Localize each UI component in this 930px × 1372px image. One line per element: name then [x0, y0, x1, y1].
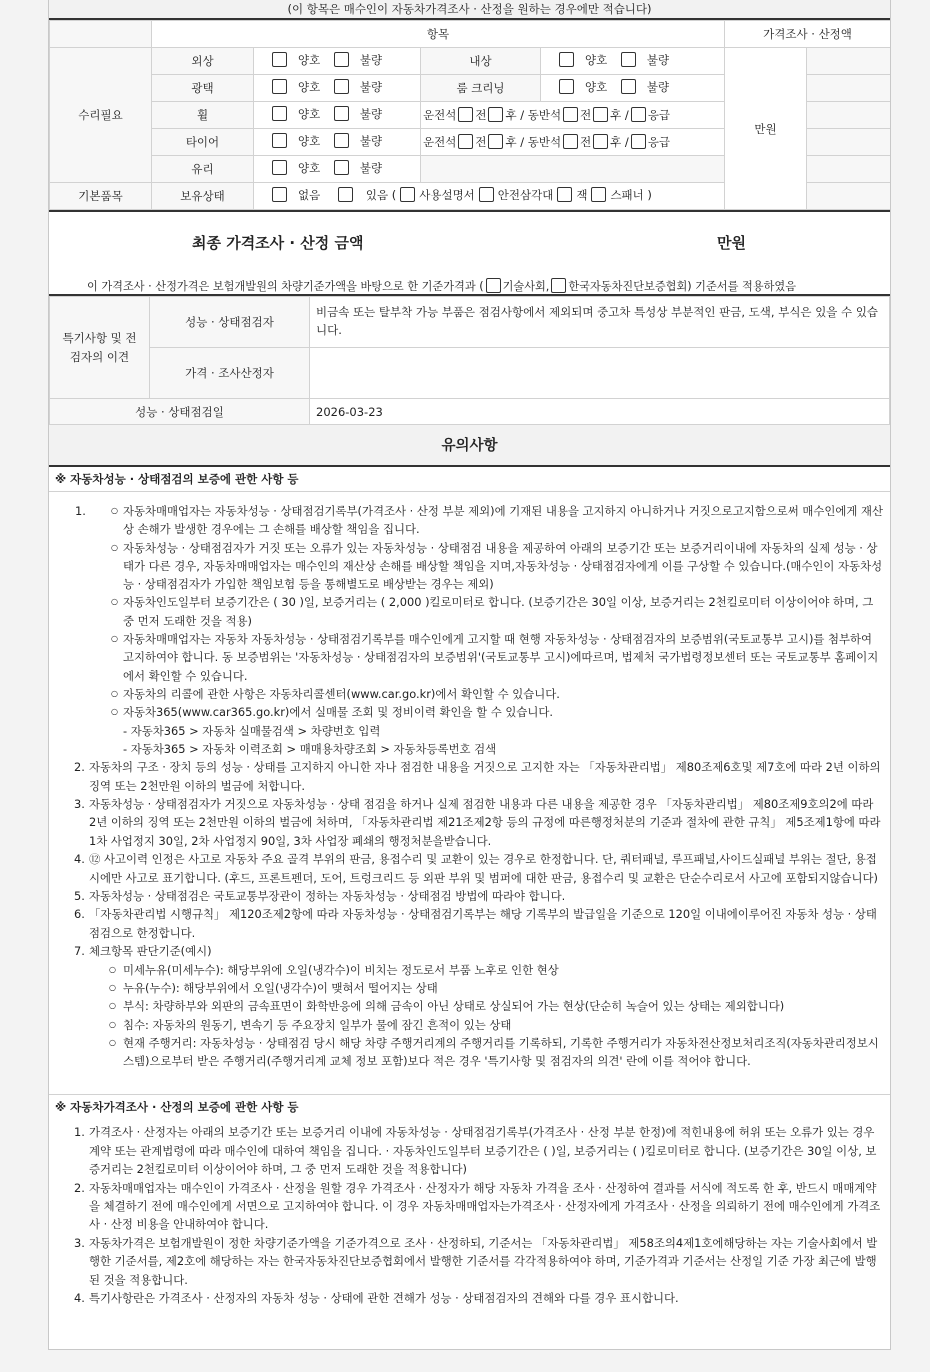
price-cell-6[interactable] [807, 183, 891, 210]
inspection-date-label: 성능 · 상태점검일 [50, 399, 310, 425]
notice-title: 유의사항 [49, 425, 890, 467]
wheel-position-options: 운전석 전 후 / 동반석 전 후 / 응급 [423, 108, 671, 122]
final-price-unit: 만원 [717, 234, 746, 252]
checkbox-tire-passenger-rear[interactable] [593, 134, 608, 149]
price-cell-2[interactable] [807, 75, 891, 102]
checkbox-wheel-bad[interactable] [334, 106, 349, 121]
checkbox-tire-passenger-front[interactable] [563, 134, 578, 149]
price-cell-4[interactable] [807, 129, 891, 156]
checkbox-wheel-passenger-rear[interactable] [593, 107, 608, 122]
price-cell-5[interactable] [807, 156, 891, 183]
repair-label-room-cleaning: 룸 크리닝 [421, 75, 541, 102]
checkbox-tire-driver-front[interactable] [458, 134, 473, 149]
list-item: ○ 미세누유(미세누수): 해당부위에 오일(냉각수)이 비치는 정도로서 부품 노후로 인한 현상 [89, 961, 884, 979]
checkbox-exterior-good[interactable] [272, 52, 287, 67]
checkbox-wheel-driver-rear[interactable] [488, 107, 503, 122]
inspection-date-value: 2026-03-23 [310, 399, 890, 425]
checkbox-glass-good[interactable] [272, 160, 287, 175]
notice-sec2 [49, 1094, 890, 1323]
remarks-inspector-text[interactable]: 비금속 또는 탈부착 가능 부품은 점검사항에서 제외되며 중고차 특성상 부분적인 판금, 도색, 부식은 있을 수 있습니다. [310, 297, 890, 348]
checkbox-wheel-passenger-front[interactable] [563, 107, 578, 122]
repair-label-interior: 내상 [421, 48, 541, 75]
header-price: 가격조사 · 산정액 [725, 21, 891, 48]
notice-item-2: 2. 자동차의 구조 · 장치 등의 성능 · 상태를 고지하지 아니한 자나 점검한 내용을 거짓으로 고지한 자는 「자동차관리법」 제80조제6호및 제7호에 따라 2년 이하의 징역 또는 2천만원 이하의 벌금에 처합니다. [74, 760, 881, 793]
notice-sec2-item-1: 1. 가격조사 · 산정자는 아래의 보증기간 또는 보증거리 이내에 자동차성능 · 상태점검기록부(가격조사 · 산정 부분 한정)에 적힌내용에 허위 또는 오류가 있는 경우 계약 또는 관계법령에 따라 매수인에 대하여 책임을 집니다. · 자동차인도일부터 보증기간은 ( )일, 보증거리는 ( )킬로미터로 합니다. (보증기간은 30일 이상, 보증거리는 2천킬로미터 이상이어야 하며, 그 중 먼저 도래한 것을 적용합니다) [74, 1125, 877, 1177]
checkbox-interior-good[interactable] [559, 52, 574, 67]
checkbox-wheel-driver-front[interactable] [458, 107, 473, 122]
checkbox-jack[interactable] [557, 187, 572, 202]
remarks-appraiser-label: 가격 · 조사산정자 [150, 348, 310, 399]
checkbox-cleaning-bad[interactable] [621, 79, 636, 94]
checkbox-tire-good[interactable] [272, 133, 287, 148]
list-item: ○ 자동차매매업자는 자동차성능 · 상태점검기록부(가격조사 · 산정 부분 제외)에 기재된 내용을 고지하지 아니하거나 거짓으로고지함으로써 매수인에게 재산상 손해가 발생한 경우에는 그 손해를 배상할 책임을 집니다. [123, 502, 884, 539]
header-item: 항목 [152, 21, 725, 48]
checkbox-polish-bad[interactable] [334, 79, 349, 94]
list-item: ○ 자동차매매업자는 자동차 자동차성능 · 상태점검기록부를 매수인에게 고지할 때 현행 자동차성능 · 상태점검자의 보증범위(국토교통부 고시)를 첨부하여 고지하여야 합니다. 동 보증범위는 '자동차성능 · 상태점검자의 보증범위'(국토교통부 고시)에따르며, 법제처 국가법령정보센터 또는 국토교통부 홈페이지에서 확인할 수 있습니다. [123, 630, 884, 685]
checkbox-wheel-emergency[interactable] [631, 107, 646, 122]
checkbox-manual[interactable] [400, 187, 415, 202]
notice-sec2-title: ※ 자동차가격조사 · 산정의 보증에 관한 사항 등 [55, 1100, 299, 1115]
list-item: ○ 부식: 차량하부와 외판의 금속표면이 화학반응에 의해 금속이 아닌 상태로 상실되어 가는 현상(단순히 녹슬어 있는 상태는 제외합니다) [89, 997, 884, 1015]
checkbox-polish-good[interactable] [272, 79, 287, 94]
notice-sec2-item-2: 2. 자동차매매업자는 매수인이 가격조사 · 산정을 원할 경우 가격조사 · 산정자가 해당 자동차 가격을 조사 · 산정하여 결과를 서식에 적도록 한 후, 반드시 매매계약을 체결하기 전에 매수인에게 서면으로 고지하여야 합니다. 이 경우 자동차매매업자는가격조사 · 산정자에게 가격조사 · 산정을 의뢰하기 전에 매수인에게 가격조사 · 산정 비용을 안내하여야 합니다. [74, 1180, 881, 1232]
checkbox-std-kads[interactable] [551, 278, 566, 293]
price-check-table: 항목 가격조사 · 산정액 수리필요 외상 양호 불량 내상 양호 불량 만원 광택 양호 불량 룸 크리닝 양호 불량 휠 양호 불량 운전석 전 후 / 동반석 전 후 / 응급 타이어 양호 불량 운전석 전 후 / 동반석 전 후 / 응급 유리 양호 불량 기본품목 보유상태 없음 있음 ( 사용설명서 안전삼각대 잭 스패너 ) [49, 20, 891, 210]
final-price-title: 최종 가격조사 · 산정 금액 [192, 234, 364, 252]
basic-group-label: 기본품목 [50, 183, 152, 210]
notice-sec1-title: ※ 자동차성능 · 상태점검의 보증에 관한 사항 등 [49, 467, 890, 492]
notice-item-7: 7. 체크항목 판단기준(예시) ○ 미세누유(미세누수): 해당부위에 오일(냉각수)이 비치는 정도로서 부품 노후로 인한 현상 ○ 누유(누수): 해당부위에서 오일(냉각수)이 맺혀서 떨어지는 상태 ○ 부식: 차량하부와 외판의 금속표면이 화학반응에 의해 금속이 아닌 상태로 상실되어 가는 현상(단순히 녹슬어 있는 상태는 제외합니다) ○ 침수: 자동차의 원동기, 변속기 등 주요장치 일부가 물에 잠긴 흔적이 있는 상태 ○ 현재 주행거리: 자동차성능 · 상태점검 당시 해당 차량 주행거리계의 주행거리를 기록하되, 기록한 주행거리가 자동차전산정보처리조직(자동차관리정보시스템)으로부터 받은 주행거리(주행거리계 교체 정보 포함)보다 적은 경우 '특기사항 및 점검자의 의견' 란에 이를 적어야 합니다. [49, 942, 884, 1070]
checkbox-basic-have[interactable] [338, 187, 353, 202]
checkbox-tire-bad[interactable] [334, 133, 349, 148]
remarks-inspector-label: 성능 · 상태점검자 [150, 297, 310, 348]
list-item: ○ 자동차성능 · 상태점검자가 거짓 또는 오류가 있는 자동차성능 · 상태점검 내용을 제공하여 아래의 보증기간 또는 보증거리이내에 자동차의 실제 성능 · 상태가 다른 경우, 자동차매매업자는 매수인의 재산상 손해를 배상할 책임을 지며,자동차성능 · 상태점검자에게 이를 구상할 수 있습니다.(매수인이 자동차성능 · 상태점검자가 가입한 책임보험 등을 통해별도로 배상받는 경우는 제외) [123, 539, 884, 594]
repair-label-polish: 광택 [152, 75, 254, 102]
checkbox-basic-none[interactable] [272, 187, 287, 202]
final-price-standard: 이 가격조사 · 산정가격은 보험개발원의 차량기준가액을 바탕으로 한 기준가격과 ( 기술사회, 한국자동차진단보증협회) 기준서를 적용하였음 [87, 280, 796, 293]
checkbox-exterior-bad[interactable] [334, 52, 349, 67]
notice-item-5: 5. 자동차성능 · 상태점검은 국토교통부장관이 정하는 자동차성능 · 상태점검 방법에 따라야 합니다. [74, 889, 566, 903]
notice-sec2-item-4: 4. 특기사항란은 가격조사 · 산정자의 자동차 성능 · 상태에 관한 견해가 성능 · 상태점검자의 견해와 다를 경우 표시합니다. [74, 1291, 679, 1306]
notice-item-3: 3. 자동차성능 · 상태점검자가 거짓으로 자동차성능 · 상태 점검을 하거나 실제 점검한 내용과 다른 내용을 제공한 경우 「자동차관리법」 제80조제9호의2에 따라 2년 이하의 징역 또는 2천만원 이하의 벌금에 처하며, 「자동차관리법 제21조제2항 등의 규정에 따른행정처분의 기준과 절차에 관한 규칙」 제5조제1항에 따라 1차 사업정지 30일, 2차 사업정지 90일, 3차 사업장 폐쇄의 행정처분을받습니다. [74, 796, 881, 848]
notice-sec1-body [49, 492, 890, 1086]
checkbox-tire-emergency[interactable] [631, 134, 646, 149]
checkbox-cleaning-good[interactable] [559, 79, 574, 94]
checkbox-interior-bad[interactable] [621, 52, 636, 67]
repair-label-wheel: 휠 [152, 102, 254, 129]
remarks-appraiser-text[interactable] [310, 348, 890, 399]
basic-status-label: 보유상태 [152, 183, 254, 210]
notice-sec2-item-3: 3. 자동차가격은 보험개발원이 정한 차량기준가액을 기준가격으로 조사 · 산정하되, 기준서는 「자동차관리법」 제58조의4제1호에해당하는 자는 기술사회에서 발행한 기준서를, 제2호에 해당하는 자는 한국자동차진단보증협회에서 발행한 기준서를 각각적용하여야 하며, 기준가격과 기준서는 산정일 기준 가장 최근에 발행된 것을 적용합니다. [74, 1235, 878, 1287]
final-price-section [49, 210, 890, 296]
inspection-record-page [48, 0, 891, 1350]
checkbox-spanner[interactable] [591, 187, 606, 202]
repair-label-glass: 유리 [152, 156, 254, 183]
checkbox-wheel-good[interactable] [272, 106, 287, 121]
list-item: - 자동차365 > 자동차 이력조회 > 매매용차량조회 > 자동차등록번호 검색 [123, 741, 497, 756]
notice-item-1: 1. ○ 자동차매매업자는 자동차성능 · 상태점검기록부(가격조사 · 산정 부분 제외)에 기재된 내용을 고지하지 아니하거나 거짓으로고지함으로써 매수인에게 재산상 손해가 발생한 경우에는 그 손해를 배상할 책임을 집니다. ○ 자동차성능 · 상태점검자가 거짓 또는 오류가 있는 자동차성능 · 상태점검 내용을 제공하여 아래의 보증기간 또는 보증거리이내에 자동차의 실제 성능 · 상태가 다른 경우, 자동차매매업자는 매수인의 재산상 손해를 배상할 책임을 지며,자동차성능 · 상태점검자에게 이를 구상할 수 있습니다.(매수인이 자동차성능 · 상태점검자가 가입한 책임보험 등을 통해별도로 배상받는 경우는 제외) ○ 자동차인도일부터 보증기간은 ( 30 )일, 보증거리는 ( 2,000 )킬로미터로 합니다. (보증기간은 30일 이상, 보증거리는 2천킬로미터 이상이어야 하며, 그 중 먼저 도래한 것을 적용) ○ 자동차매매업자는 자동차 자동차성능 · 상태점검기록부를 매수인에게 고지할 때 현행 자동차성능 · 상태점검자의 보증범위(국토교통부 고시)를 첨부하여 고지하여야 합니다. 동 보증범위는 '자동차성능 · 상태점검자의 보증범위'(국토교통부 고시)에따르며, 법제처 국가법령정보센터 또는 국토교통부 홈페이지에서 확인할 수 있습니다. ○ 자동차의 리콜에 관한 사항은 자동차리콜센터(www.car.go.kr)에서 확인할 수 있습니다. ○ 자동차365(www.car365.go.kr)에서 실매물 조회 및 정비이력 확인을 할 수 있습니다. - 자동차365 > 자동차 실매물검색 > 차량번호 입력 - 자동차365 > 자동차 이력조회 > 매매용차량조회 > 자동차등록번호 검색 [49, 502, 884, 758]
list-item: - 자동차365 > 자동차 실매물검색 > 차량번호 입력 [123, 723, 381, 738]
list-item: ○ 자동차의 리콜에 관한 사항은 자동차리콜센터(www.car.go.kr)에서 확인할 수 있습니다. [123, 685, 884, 703]
remarks-table [49, 296, 890, 425]
checkbox-std-engineer[interactable] [486, 278, 501, 293]
remarks-group-label: 특기사항 및 전검자의 이견 [50, 297, 150, 399]
list-item: ○ 침수: 자동차의 원동기, 변속기 등 주요장치 일부가 물에 잠긴 흔적이 있는 상태 [89, 1016, 884, 1034]
price-cell-3[interactable] [807, 102, 891, 129]
list-item: ○ 자동차365(www.car365.go.kr)에서 실매물 조회 및 정비이력 확인을 할 수 있습니다. [123, 703, 884, 721]
checkbox-triangle[interactable] [479, 187, 494, 202]
repair-label-exterior: 외상 [152, 48, 254, 75]
list-item: ○ 누유(누수): 해당부위에서 오일(냉각수)이 맺혀서 떨어지는 상태 [89, 979, 884, 997]
notice-item-4: 4. ⑫ 사고이력 인정은 사고로 자동차 주요 골격 부위의 판금, 용접수리 및 교환이 있는 경우로 한정합니다. 단, 쿼터패널, 루프패널,사이드실패널 부위는 절단, 용접 시에만 사고로 표기합니다. (후드, 프론트펜더, 도어, 트렁크리드 등 외판 부위 및 범퍼에 대한 판금, 용접수리 및 교환은 단순수리로서 사고에 포함되지않습니다) [74, 852, 879, 885]
repair-unit: 만원 [725, 48, 807, 210]
price-cell-1[interactable] [807, 48, 891, 75]
notice-item-6: 6. 「자동차관리법 시행규칙」 제120조제2항에 따라 자동차성능 · 상태점검기록부는 해당 기록부의 발급일을 기준으로 120일 이내에이루어진 자동차 성능 · 상태점검으로 한정합니다. [74, 907, 877, 940]
checkbox-tire-driver-rear[interactable] [488, 134, 503, 149]
tire-position-options: 운전석 전 후 / 동반석 전 후 / 응급 [423, 135, 671, 149]
repair-label-tire: 타이어 [152, 129, 254, 156]
list-item: ○ 자동차인도일부터 보증기간은 ( 30 )일, 보증거리는 ( 2,000 )킬로미터로 합니다. (보증기간은 30일 이상, 보증거리는 2천킬로미터 이상이어야 하며, 그 중 먼저 도래한 것을 적용) [123, 593, 884, 630]
checkbox-glass-bad[interactable] [334, 160, 349, 175]
list-item: ○ 현재 주행거리: 자동차성능 · 상태점검 당시 해당 차량 주행거리계의 주행거리를 기록하되, 기록한 주행거리가 자동차전산정보처리조직(자동차관리정보시스템)으로부터 받은 주행거리(주행거리계 교체 정보 포함)보다 적은 경우 '특기사항 및 점검자의 의견' 란에 이를 적어야 합니다. [89, 1034, 884, 1071]
top-note: (이 항목은 매수인이 자동차가격조사 · 산정을 원하는 경우에만 적습니다) [49, 0, 890, 20]
repair-group-label: 수리필요 [50, 48, 152, 183]
